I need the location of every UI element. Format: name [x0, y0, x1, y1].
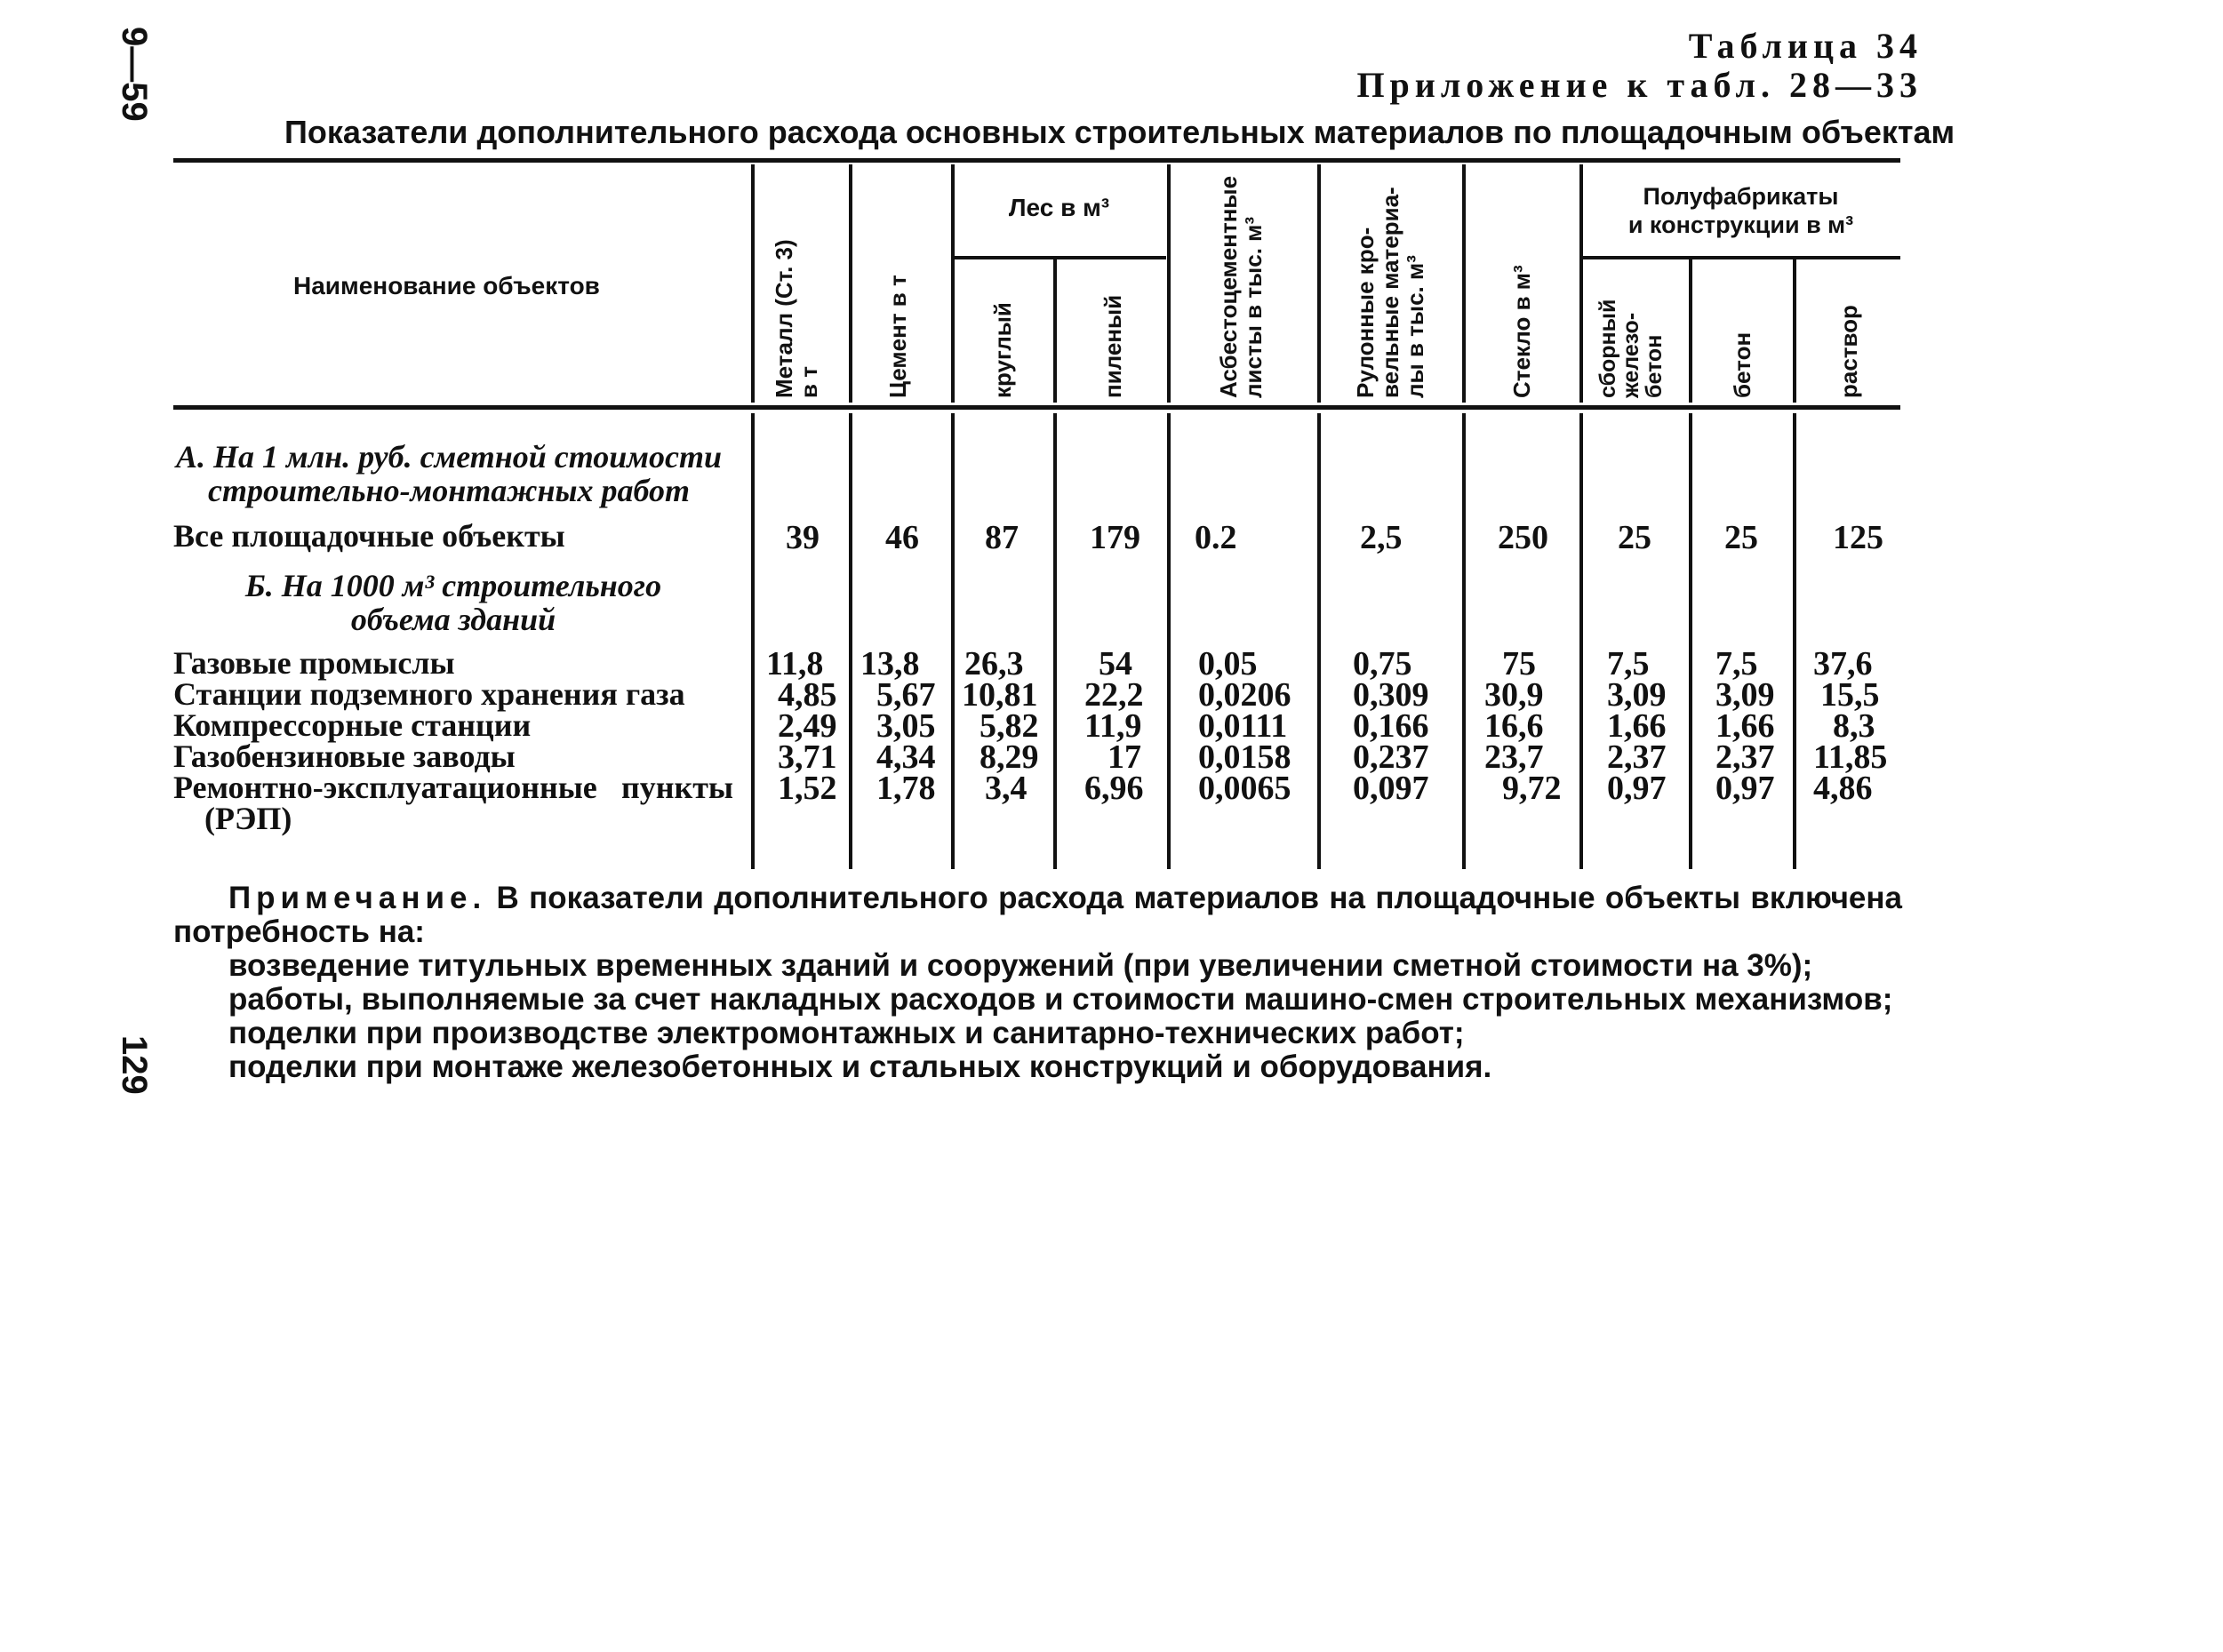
- cell-asbestos: 0.2: [1195, 519, 1237, 556]
- col-divider: [751, 164, 755, 403]
- cell-metal: 39: [786, 519, 820, 556]
- note-paragraph: [173, 882, 1902, 949]
- cell-timber-round: 5,82: [980, 707, 1039, 745]
- col-header-roofing: Рулонные кро- вельные материа- лы в тыс. м³: [1352, 187, 1428, 398]
- col-header-timber-sawn: пиленый: [1100, 294, 1126, 398]
- page-number: 129: [115, 1035, 154, 1095]
- cell-precast: 2,37: [1607, 738, 1667, 776]
- cell-timber-sawn: 179: [1090, 519, 1140, 556]
- note-block: [173, 882, 1902, 1084]
- timber-subheader-rule: [953, 256, 1166, 259]
- table-row-label: Газовые промыслы: [173, 645, 455, 681]
- cell-cement: 5,67: [876, 676, 936, 714]
- col-divider: [1167, 164, 1171, 403]
- cell-asbestos: 0,05: [1198, 645, 1258, 682]
- col-header-timber: Лес в м³: [1008, 194, 1110, 221]
- cell-concrete: 25: [1724, 519, 1758, 556]
- cell-metal: 4,85: [778, 676, 837, 714]
- cell-roofing: 0,097: [1353, 770, 1429, 807]
- col-divider: [1793, 259, 1796, 403]
- cell-timber-sawn: 17: [1108, 738, 1141, 776]
- cell-asbestos: 0,0065: [1198, 770, 1291, 807]
- table-row-label: Газобензиновые заводы: [173, 738, 516, 774]
- col-header-glass: Стекло в м³: [1508, 265, 1535, 398]
- cell-timber-sawn: 54: [1099, 645, 1132, 682]
- col-divider: [1689, 259, 1692, 403]
- cell-metal: 1,52: [778, 770, 837, 807]
- col-header-metal: Металл (Ст. 3) в т: [771, 239, 822, 398]
- page-side-label: 9—59: [115, 27, 154, 122]
- cell-glass: 75: [1502, 645, 1536, 682]
- cell-roofing: 0,309: [1353, 676, 1429, 714]
- note-text: В показатели дополнительного расхода материалов на площадочные объекты включена потребность на:: [173, 881, 1902, 949]
- cell-asbestos: 0,0206: [1198, 676, 1291, 714]
- cell-timber-sawn: 22,2: [1084, 676, 1144, 714]
- note-item: работы, выполняемые за счет накладных расходов и стоимости машино-смен строительных механизмов;: [228, 982, 1893, 1017]
- cell-metal: 11,8: [766, 645, 824, 682]
- semi-subheader-rule: [1581, 256, 1900, 259]
- table-top-rule: [173, 158, 1900, 163]
- cell-roofing: 2,5: [1360, 519, 1403, 556]
- cell-precast: 1,66: [1607, 707, 1667, 745]
- cell-precast: 0,97: [1607, 770, 1667, 807]
- cell-metal: 2,49: [778, 707, 837, 745]
- cell-concrete: 2,37: [1715, 738, 1775, 776]
- col-divider: [1793, 413, 1796, 869]
- cell-concrete: 1,66: [1715, 707, 1775, 745]
- cell-mortar: 11,85: [1813, 738, 1888, 776]
- table-row-label: Компрессорные станции: [173, 707, 532, 743]
- table-title: Показатели дополнительного расхода основных строительных материалов по площадочным объектам: [284, 114, 1955, 150]
- cell-roofing: 0,237: [1353, 738, 1429, 776]
- note-item: возведение титульных временных зданий и сооружений (при увеличении сметной стоимости на 3%);: [228, 948, 1813, 983]
- col-header-asbestos: Асбестоцементные листы в тыс. м³: [1215, 175, 1267, 398]
- col-header-name: Наименование объектов: [293, 272, 600, 299]
- cell-asbestos: 0,0111: [1198, 707, 1288, 745]
- cell-timber-round: 87: [985, 519, 1019, 556]
- col-divider: [951, 413, 955, 869]
- col-divider: [849, 164, 852, 403]
- cell-timber-round: 8,29: [980, 738, 1039, 776]
- col-divider: [1689, 413, 1692, 869]
- section-a-heading: А. На 1 млн. руб. сметной стоимости строительно-монтажных работ: [176, 439, 722, 508]
- col-header-timber-round: круглый: [989, 302, 1016, 398]
- cell-asbestos: 0,0158: [1198, 738, 1291, 776]
- table-row-label-cont: (РЭП): [204, 801, 292, 836]
- col-divider: [1053, 259, 1057, 403]
- table-row-label: Ремонтно-эксплуатационные пункты: [173, 770, 733, 805]
- cell-mortar: 4,86: [1813, 770, 1873, 807]
- col-divider: [1317, 164, 1321, 403]
- cell-precast: 7,5: [1607, 645, 1650, 682]
- cell-glass: 9,72: [1502, 770, 1562, 807]
- cell-timber-round: 26,3: [964, 645, 1024, 682]
- header-bottom-rule: [173, 405, 1900, 410]
- cell-mortar: 8,3: [1833, 707, 1875, 745]
- appendix-label: Приложение к табл. 28—33: [1356, 65, 1923, 105]
- table-number: Таблица 34: [1688, 26, 1923, 66]
- cell-concrete: 7,5: [1715, 645, 1758, 682]
- cell-timber-sawn: 6,96: [1084, 770, 1144, 807]
- note-item: поделки при производстве электромонтажных и санитарно-технических работ;: [228, 1016, 1465, 1050]
- cell-glass: 30,9: [1484, 676, 1544, 714]
- table-row-label: Станции подземного хранения газа: [173, 676, 685, 712]
- cell-cement: 1,78: [876, 770, 936, 807]
- cell-glass: 16,6: [1484, 707, 1544, 745]
- cell-metal: 3,71: [778, 738, 837, 776]
- cell-glass: 23,7: [1484, 738, 1544, 776]
- cell-concrete: 3,09: [1715, 676, 1775, 714]
- cell-cement: 13,8: [860, 645, 920, 682]
- cell-precast: 3,09: [1607, 676, 1667, 714]
- col-divider: [1462, 413, 1466, 869]
- col-header-concrete: бетон: [1729, 331, 1755, 398]
- note-item: поделки при монтаже железобетонных и стальных конструкций и оборудования.: [228, 1049, 1492, 1084]
- cell-glass: 250: [1498, 519, 1548, 556]
- note-lead: Примечание.: [228, 881, 487, 915]
- col-divider: [1167, 413, 1171, 869]
- cell-timber-round: 3,4: [985, 770, 1028, 807]
- col-header-precast: сборный железо- бетон: [1595, 299, 1667, 398]
- section-b-heading: Б. На 1000 м³ строительного объема зданий: [244, 568, 662, 637]
- col-header-semi: Полуфабрикаты и конструкции в м³: [1627, 183, 1854, 238]
- cell-concrete: 0,97: [1715, 770, 1775, 807]
- col-divider: [751, 413, 755, 869]
- col-divider: [1579, 413, 1583, 869]
- cell-timber-round: 10,81: [962, 676, 1038, 714]
- cell-precast: 25: [1618, 519, 1651, 556]
- cell-cement: 3,05: [876, 707, 936, 745]
- col-divider: [1462, 164, 1466, 403]
- col-divider: [1053, 413, 1057, 869]
- cell-mortar: 125: [1833, 519, 1883, 556]
- cell-mortar: 15,5: [1820, 676, 1880, 714]
- cell-roofing: 0,166: [1353, 707, 1429, 745]
- table-row-label: Все площадочные объекты: [173, 518, 565, 554]
- cell-mortar: 37,6: [1813, 645, 1873, 682]
- cell-timber-sawn: 11,9: [1084, 707, 1142, 745]
- col-header-cement: Цемент в т: [884, 275, 911, 398]
- cell-cement: 4,34: [876, 738, 936, 776]
- cell-roofing: 0,75: [1353, 645, 1412, 682]
- col-divider: [849, 413, 852, 869]
- cell-cement: 46: [885, 519, 919, 556]
- col-header-mortar: раствор: [1835, 305, 1862, 398]
- col-divider: [1317, 413, 1321, 869]
